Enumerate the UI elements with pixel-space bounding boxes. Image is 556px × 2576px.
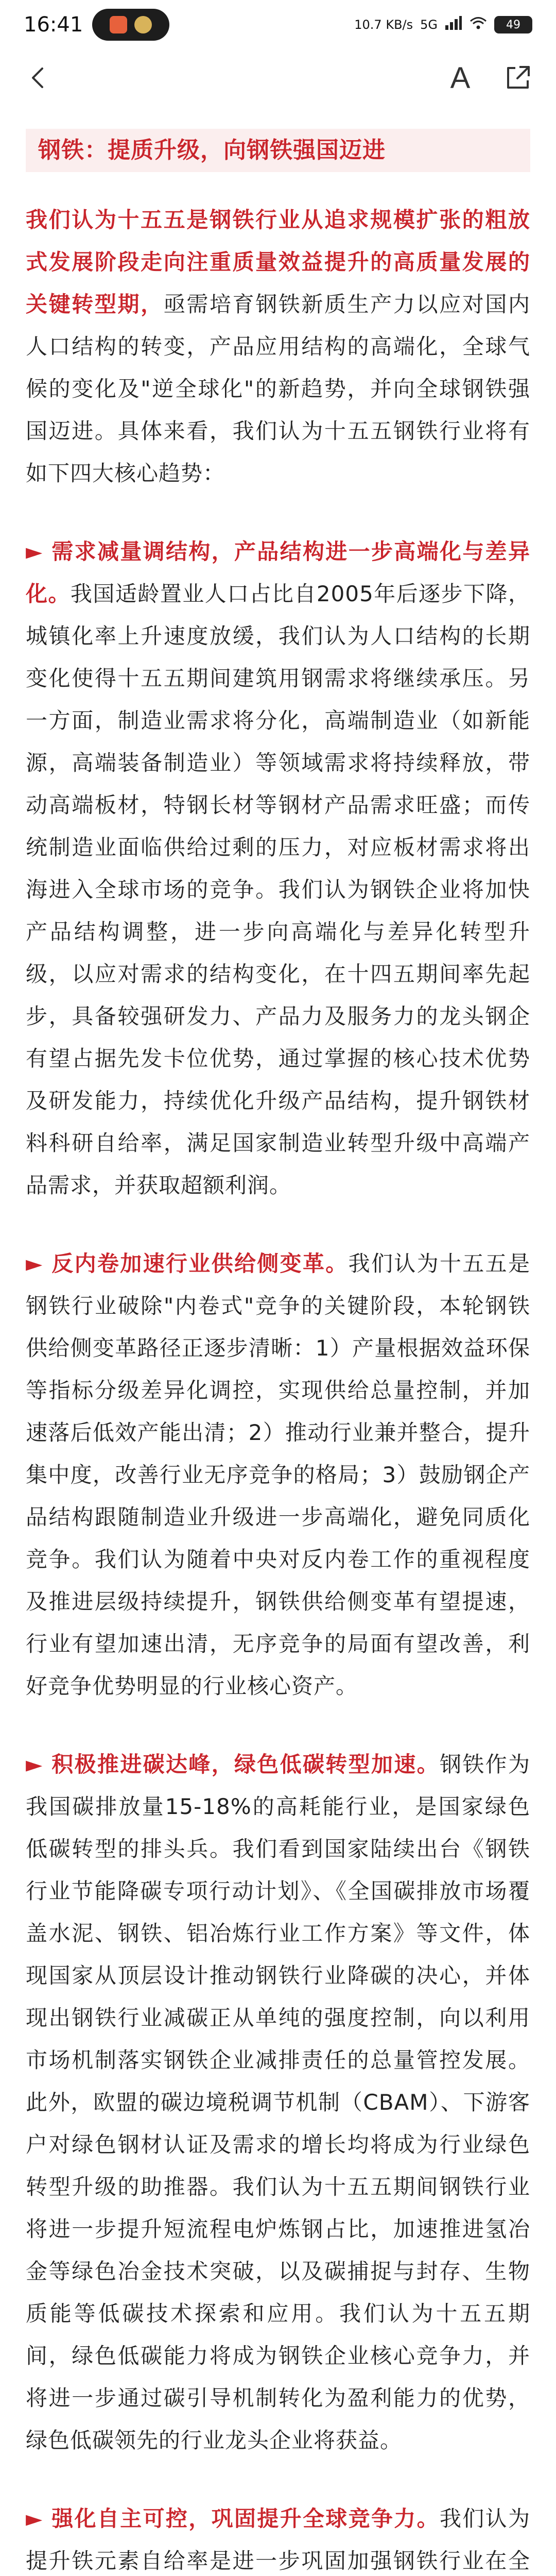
- wifi-icon: [470, 16, 487, 33]
- section-paragraph-4: [26, 2498, 530, 2576]
- top-nav: [0, 49, 556, 106]
- section-title-1: ► 需求减量调结构，产品结构进一步高端化与差异化。: [26, 539, 530, 606]
- battery-icon: 49: [494, 16, 532, 33]
- font-size-label: A: [450, 61, 471, 95]
- network-speed: 10.7 KB/s: [354, 18, 413, 32]
- status-right: [354, 16, 532, 33]
- app-notification-icon: [110, 16, 127, 33]
- chevron-left-icon[interactable]: [23, 62, 54, 93]
- section-body-1: 我国适龄置业人口占比自2005年后逐步下降，城镇化率上升速度放缓，我们认为人口结构的长期变化使得十五五期间建筑用钢需求将继续承压。另一方面，制造业需求将分化，高端制造业（如新能源，高端装备制造业）等领域需求将持续释放，带动高端板材，特钢长材等钢材产品需求旺盛；而传统制造业面临供给过剩的压力，对应板材需求将出海进入全球市场的竞争。我们认为钢铁企业将加快产品结构调整，进一步向高端化与差异化转型升级，以应对需求的结构变化，在十四五期间率先起步，具备较强研发力、产品力及服务力的龙头钢企有望占据先发卡位优势，通过掌握的核心技术优势及研发能力，持续优化升级产品结构，提升钢铁材料科研自给率，满足国家制造业转型升级中高端产品需求，并获取超额利润。: [26, 581, 530, 1198]
- nav-actions: [445, 62, 533, 93]
- status-bar: [0, 0, 556, 49]
- section-paragraph-1: [26, 531, 530, 1207]
- intro-lead: 我们认为十五五是钢铁行业从追求规模扩张的粗放式发展阶段走向注重质量效益提升的高质量发展的关键转型期，: [26, 207, 530, 317]
- section-title-4: ► 强化自主可控，巩固提升全球竞争力。: [26, 2506, 440, 2531]
- section-paragraph-2: [26, 1243, 530, 1707]
- status-left: [24, 9, 169, 41]
- section-body-4: 我们认为提升铁元素自给率是进一步巩固加强钢铁行业在全: [26, 2506, 530, 2573]
- status-time: 16:41: [24, 13, 83, 37]
- section-paragraph-3: [26, 1743, 530, 2462]
- section-title-2: ► 反内卷加速行业供给侧变革。: [26, 1251, 349, 1276]
- signal-icon: [445, 16, 462, 33]
- font-size-icon[interactable]: [445, 62, 476, 93]
- app-notification-icon-2: [134, 16, 152, 33]
- share-icon[interactable]: [502, 62, 533, 93]
- intro-body: 亟需培育钢铁新质生产力以应对国内人口结构的转变，产品应用结构的高端化，全球气候的变化及"逆全球化"的新趋势，并向全球钢铁强国迈进。具体来看，我们认为十五五钢铁行业将有如下四大核心趋势：: [26, 292, 530, 486]
- section-title-3: ► 积极推进碳达峰，绿色低碳转型加速。: [26, 1752, 440, 1777]
- section-body-2: 我们认为十五五是钢铁行业破除"内卷式"竞争的关键阶段，本轮钢铁供给侧变革路径正逐步清晰：1）产量根据效益环保等指标分级差异化调控，实现供给总量控制，并加速落后低效产能出清；2）推动行业兼并整合，提升集中度，改善行业无序竞争的格局；3）鼓励钢企产品结构跟随制造业升级进一步高端化，避免同质化竞争。我们认为随着中央对反内卷工作的重视程度及推进层级持续提升，钢铁供给侧变革有望提速，行业有望加速出清，无序竞争的局面有望改善，利好竞争优势明显的行业核心资产。: [26, 1251, 530, 1699]
- section-body-3: 钢铁作为我国碳排放量15-18%的高耗能行业，是国家绿色低碳转型的排头兵。我们看到国家陆续出台《钢铁行业节能降碳专项行动计划》、《全国碳排放市场覆盖水泥、钢铁、铝冶炼行业工作方案》等文件，体现国家从顶层设计推动钢铁行业降碳的决心，并体现出钢铁行业减碳正从单纯的强度控制，向以利用市场机制落实钢铁企业减排责任的总量管控发展。此外，欧盟的碳边境税调节机制（CBAM）、下游客户对绿色钢材认证及需求的增长均将成为行业绿色转型升级的助推器。我们认为十五五期间钢铁行业将进一步提升短流程电炉炼钢占比，加速推进氢冶金等绿色冶金技术突破，以及碳捕捉与封存、生物质能等低碳技术探索和应用。我们认为十五五期间，绿色低碳能力将成为钢铁企业核心竞争力，并将进一步通过碳引导机制转化为盈利能力的优势，绿色低碳领先的行业龙头企业将获益。: [26, 1752, 530, 2453]
- article-headline: 钢铁：提质升级，向钢铁强国迈进: [26, 129, 530, 172]
- article-body: [26, 129, 530, 2576]
- intro-paragraph: [26, 199, 530, 495]
- notification-pill[interactable]: [92, 9, 169, 41]
- network-type: 5G: [420, 18, 438, 32]
